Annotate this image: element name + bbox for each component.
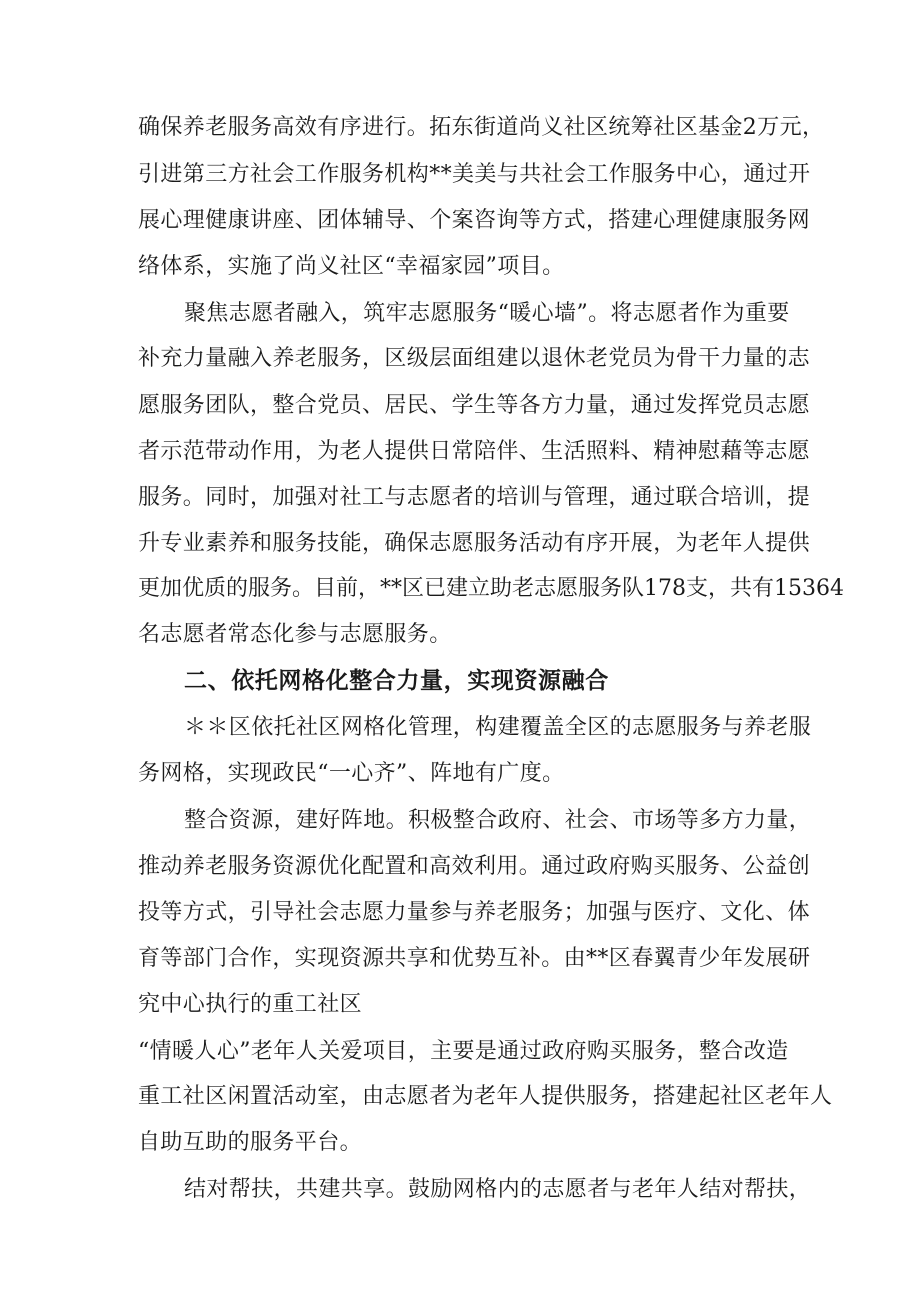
text-line: 愿服务团队，整合党员、居民、学生等各方力量，通过发挥党员志愿 <box>138 393 811 418</box>
text-line: 投等方式，引导社会志愿力量参与养老服务；加强与医疗、文化、体 <box>138 900 811 925</box>
paragraph-lead-line: 结对帮扶，共建共享。鼓励网格内的志愿者与老年人结对帮扶， <box>184 1177 812 1202</box>
paragraph-lead-line: 聚焦志愿者融入，筑牢志愿服务“暖心墙”。将志愿者作为重要 <box>184 301 790 326</box>
text-line: 育等部门合作，实现资源共享和优势互补。由**区春翼青少年发展研 <box>138 946 811 971</box>
text-line: 重工社区闲置活动室，由志愿者为老年人提供服务，搭建起社区老年人 <box>138 1084 833 1109</box>
text-line: 络体系，实施了尚义社区“幸福家园”项目。 <box>138 254 565 279</box>
text-line: 名志愿者常态化参与志愿服务。 <box>138 622 452 647</box>
text-line: 确保养老服务高效有序进行。拓东街道尚义社区统筹社区基金2万元， <box>138 115 825 140</box>
text-line: 服务。同时，加强对社工与志愿者的培训与管理，通过联合培训，提 <box>138 485 811 510</box>
paragraph-lead-line: ＊＊区依托社区网格化管理，构建覆盖全区的志愿服务与养老服 <box>184 715 812 740</box>
section-heading: 二、依托网格化整合力量，实现资源融合 <box>184 668 609 694</box>
text-line: 引进第三方社会工作服务机构**美美与共社会工作服务中心，通过开 <box>138 162 811 187</box>
text-line: 升专业素养和服务技能，确保志愿服务活动有序开展，为老年人提供 <box>138 531 811 556</box>
text-line: 者示范带动作用，为老人提供日常陪伴、生活照料、精神慰藉等志愿 <box>138 439 811 464</box>
text-line: 展心理健康讲座、团体辅导、个案咨询等方式，搭建心理健康服务网 <box>138 208 811 233</box>
text-line: 究中心执行的重工社区 <box>138 992 363 1017</box>
text-line: “情暖人心”老年人关爱项目，主要是通过政府购买服务，整合改造 <box>138 1039 789 1064</box>
text-line: 推动养老服务资源优化配置和高效利用。通过政府购买服务、公益创 <box>138 854 811 879</box>
text-line: 自助互助的服务平台。 <box>138 1130 363 1155</box>
paragraph-lead-line: 整合资源，建好阵地。积极整合政府、社会、市场等多方力量， <box>184 808 812 833</box>
text-line: 更加优质的服务。目前，**区已建立助老志愿服务队178支，共有15364 <box>138 576 844 601</box>
text-line: 补充力量融入养老服务，区级层面组建以退休老党员为骨干力量的志 <box>138 346 811 371</box>
text-line: 务网格，实现政民“一心齐”、阵地有广度。 <box>138 761 565 786</box>
